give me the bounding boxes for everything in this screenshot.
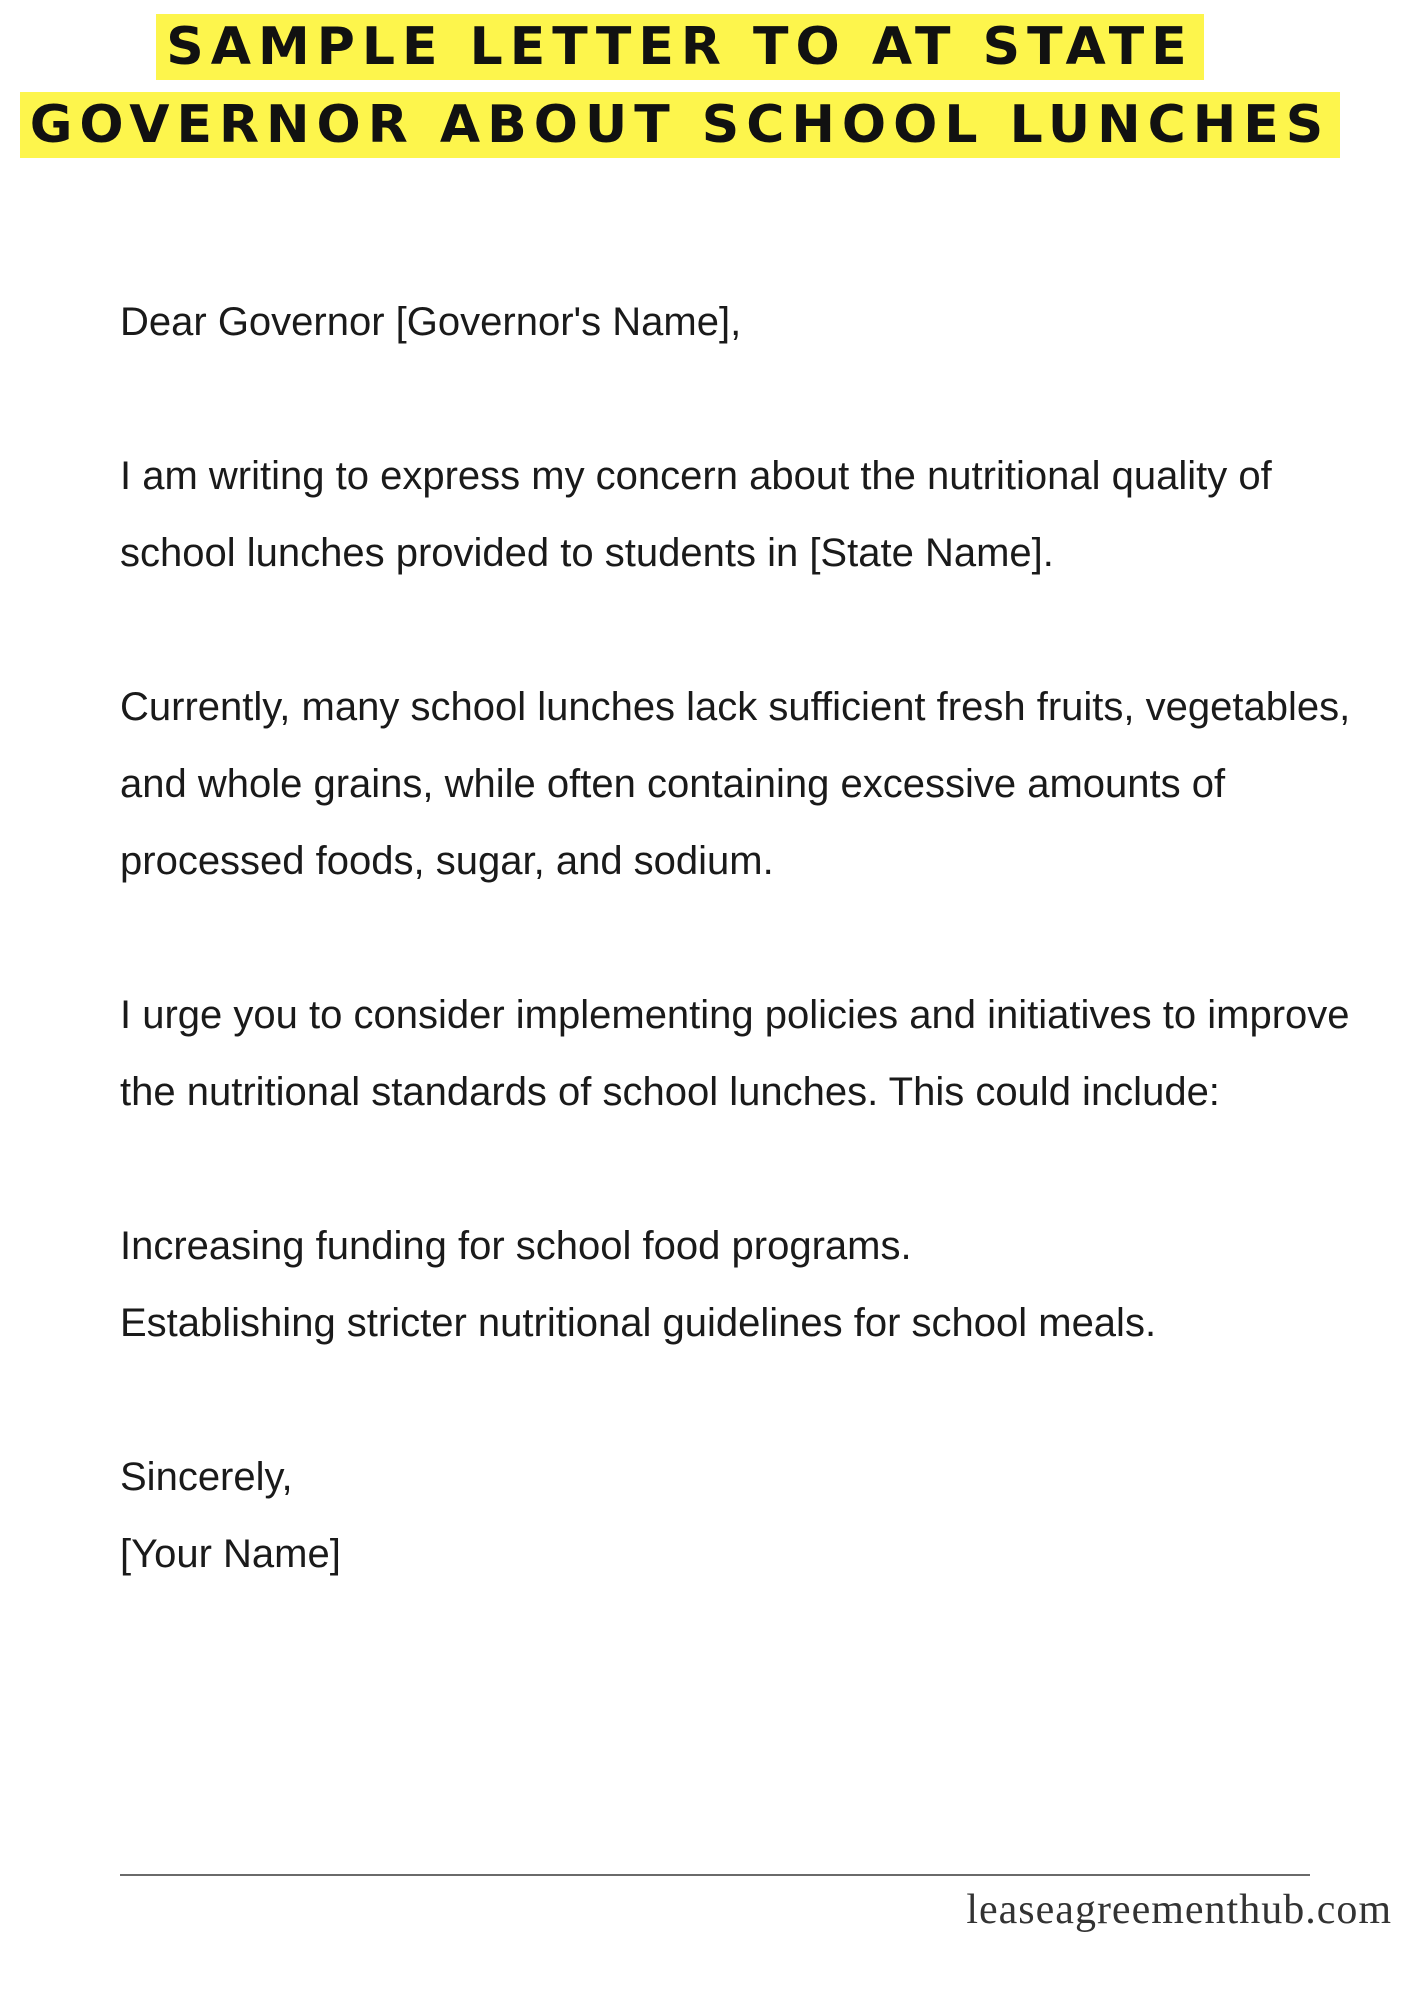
signature-name: [Your Name] xyxy=(120,1532,341,1576)
letter-body xyxy=(120,284,1370,1593)
page-title xyxy=(0,8,1360,164)
website-watermark: leaseagreementhub.com xyxy=(966,1887,1392,1933)
list-item: Establishing stricter nutritional guidelines for school meals. xyxy=(120,1301,1157,1345)
title-highlight: SAMPLE LETTER TO AT STATE GOVERNOR ABOUT SCHOOL LUNCHES xyxy=(20,14,1341,158)
list-item: Increasing funding for school food programs. xyxy=(120,1224,912,1268)
spacer xyxy=(120,1131,1370,1208)
signature-divider xyxy=(120,1874,1310,1876)
paragraph-current-state: Currently, many school lunches lack sufficient fresh fruits, vegetables, and whole grains, while often containing excessive amounts of processed foods, sugar, and sodium. xyxy=(120,685,1351,883)
closing: Sincerely, xyxy=(120,1455,293,1499)
spacer xyxy=(120,592,1370,669)
spacer xyxy=(120,1362,1370,1439)
spacer xyxy=(120,361,1370,438)
paragraph-concern: I am writing to express my concern about the nutritional quality of school lunches provided to students in [State Name]. xyxy=(120,454,1272,575)
paragraph-urge: I urge you to consider implementing policies and initiatives to improve the nutritional standards of school lunches. This could include: xyxy=(120,993,1350,1114)
spacer xyxy=(120,900,1370,977)
salutation: Dear Governor [Governor's Name], xyxy=(120,300,742,344)
